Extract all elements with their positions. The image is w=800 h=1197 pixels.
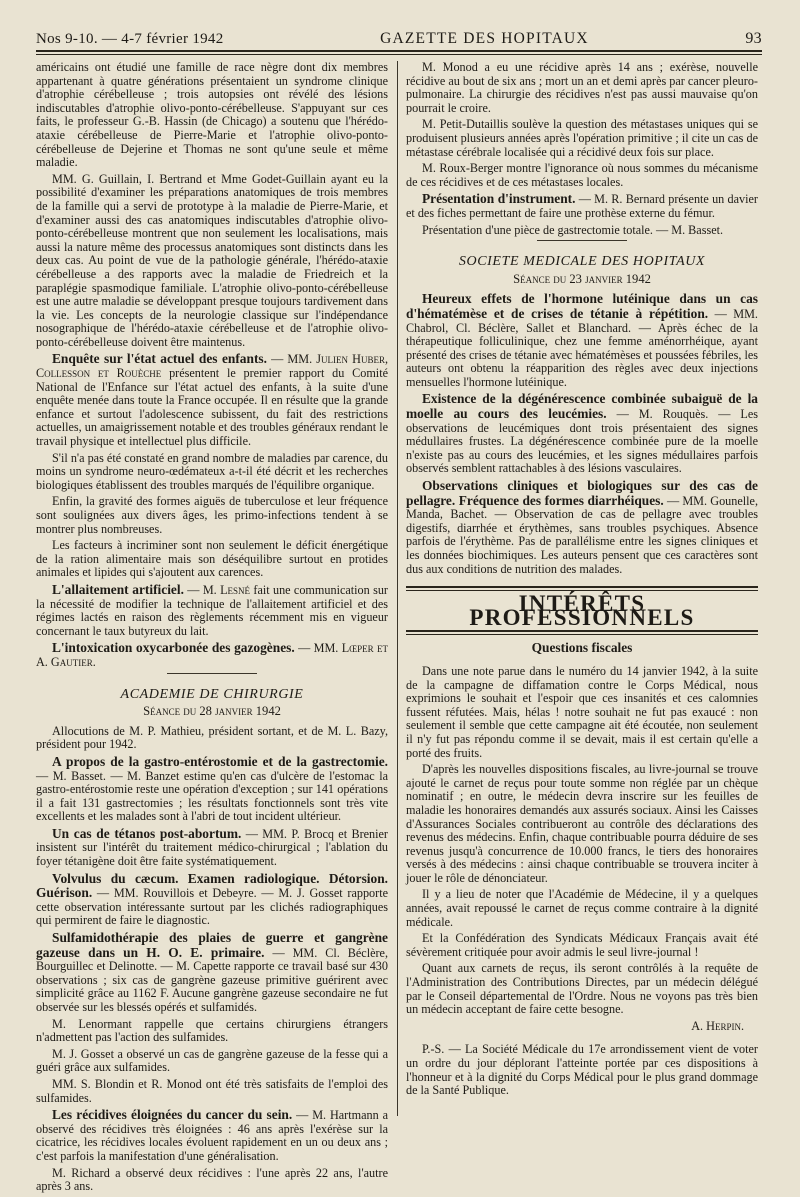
article-sulfa [36, 931, 388, 1015]
page-number: 93 [745, 30, 762, 47]
article-authors: — MM. Lœper et A. Gautier. [36, 641, 388, 669]
article-title: Un cas de tétanos post-abortum. [52, 825, 242, 841]
article-instrument [406, 192, 758, 220]
paragraph: M. Monod a eu une récidive après 14 ans ; exérèse, nouvelle récidive au bout de six ans ; mort un an et demi après par cancer pleuro-pulmonaire. La chirurgie des récidives n'est pas aussi mauvaise qu'on pourrait le croire. [406, 60, 758, 115]
article-title: Sulfamidothérapie des plaies de guerre et gangrène gazeuse dans un H. O. E. primaire. [36, 930, 388, 960]
section-divider [537, 240, 627, 241]
paragraph: Enfin, la gravité des formes aiguës de tuberculose et leur fréquence sont soulignées aux divers âges, les primo-infections tendent à se montrer plus nombreuses. [36, 494, 388, 536]
article-authors: — M. Lesné [183, 582, 251, 597]
article-title: L'intoxication oxycarbonée des gazogènes. [52, 640, 295, 656]
paragraph: américains ont étudié une famille de race nègre dont dix membres appartenant à quatre générations présentaient un syndrome clinique d'atrophie cérébelleuse ; trois autopsies ont révélé des lésions indiscutables d'atrophie olivo-ponto-cérébelleuse. S'appuyant sur ces faits, le professeur G.-B. Hassin (de Chicago) a soutenu que l'hérédo-ataxie cérébelleuse de Pierre-Marie et l'atrophie olivo-ponto-cérébelleuse de Dejerine et Thomas ne sont qu'une seule et même maladie. [36, 60, 388, 170]
article-recidives [36, 1108, 388, 1163]
section-date: Séance du 23 janvier 1942 [513, 271, 651, 286]
article-text: présentent le premier rapport du Comité National de l'Enfance sur l'état actuel des enfants, à la suite d'une enquête menée dans toute la France occupée. Il en résulte que la grande enfance et surtout l'adolescence subissent, du fait des restrictions actuelles, un amaigrissement notable et des troubles généraux rendant le travail physique et intellectuel plus difficile. [36, 366, 388, 449]
article-volvulus [36, 872, 388, 928]
paragraph: Et la Confédération des Syndicats Médicaux Français avait été sévèrement critiquée pour avoir admis le seul livre-journal ! [406, 931, 758, 959]
article-title: Observations cliniques et biologiques sur des cas de pellagre. Fréquence des formes diarrhéiques. [406, 478, 758, 508]
section-rule [406, 630, 758, 635]
issue-date: Nos 9-10. — 4-7 février 1942 [36, 31, 224, 47]
article-gastro [36, 755, 388, 824]
columns [36, 61, 762, 1197]
paragraph: MM. S. Blondin et R. Monod ont été très satisfaits de l'emploi des sulfamides. [36, 1076, 388, 1105]
article-title: Enquête sur l'état actuel des enfants. [52, 351, 267, 367]
article-text: — MM. Cl. Béclère, Bourguillec et Delinotte. — M. Capette rapporte ce travail basé sur 430 observations ; six cas de gangrène gazeuse primitive guérirent avec simplicité grâce au 1162 F. Aucune gangrène gazeuse secondaire ne fut observée sur les blessés opérés et sulfamidés. [36, 945, 389, 1014]
article-text: fait une communication sur la nécessité de modifier la technique de l'allaitement artificiel et des régimes lactés en raison des règlements récemment mis en vigueur concernant le taux butyreux du lait. [36, 582, 388, 638]
paragraph: M. Lenormant rappelle que certains chirurgiens étrangers n'admettent pas l'action des sulfamides. [36, 1016, 388, 1045]
article-title: Existence de la dégénérescence combinée subaiguë de la moelle au cours des leucémies. [406, 391, 758, 422]
interets-title: INTÉRÊTS PROFESSIONNELS [469, 591, 695, 630]
signature: A. Herpin. [691, 1018, 744, 1033]
article-text: — MM. P. Brocq et Brenier insistent sur l'intérêt du traitement médico-chirurgical ; l'ablation du foyer tétanigène doit être faite systématiquement. [36, 826, 388, 869]
article-text: — M. Basset. — M. Banzet estime qu'en cas d'ulcère de l'estomac la gastro-entérostomie reste une opération d'exception ; sur 141 opérations il a fait 131 gastrectomies ; les résultats fonctionnels sont très vite excellents et les malades sont à l'abri de tout incident ultérieur. [36, 768, 388, 824]
article-text: — MM. Rouvillois et Debeyre. — M. J. Gosset rapporte cette observation intéressante surtout par les clichés radiographiques qui permirent de faire le diagnostic. [36, 886, 388, 928]
article-text: — M. Hartmann a observé des récidives très éloignées : 46 ans après l'exérèse sur la cicatrice, les récidives locales évoluent rapidement en un ou deux ans ; c'est parfois la manifestation d'une généralisation. [36, 1108, 388, 1163]
article-text: — M. Rouquès. — Les observations de leucémiques dont trois présentaient des signes médullaires frustes. La dégénérescence combinée pure de la moelle n'existe pas au cours des leucémies, et les signes médullaires parfois observés semblent rattachables à des lésions vasculaires. [406, 407, 758, 476]
article-text: — M. R. Bernard présente un davier et des fiches permettant de faire une prothèse externe du fémur. [406, 192, 758, 220]
article-intoxication [36, 641, 388, 669]
paragraph: D'après les nouvelles dispositions fiscales, au livre-journal se trouve ajouté le carnet de reçus pour toute somme non réglée par un chèque nominatif ; en outre, le médecin devra inscrire sur les feuilles de maladie les honoraires demandés aux assurés sociaux. Ainsi les Caisses d'Assurances Sociales contribueront au contrôle des déclarations des revenus des médecins. Enfin, chaque contribuable pourra déduire de ses revenus jusqu'à concurrence de 10.000 francs, le tiers des honoraires versés à des médecins : ainsi chaque contribuable se trouvera inciter à jouer le rôle de dénonciateur. [406, 762, 758, 885]
section-title: ACADEMIE DE CHIRURGIE [120, 686, 304, 702]
left-column [36, 61, 388, 1197]
article-text: — MM. Gounelle, Manda, Bachet. — Observation de cas de pellagre avec troubles digestifs, diarrhée et érythèmes, sans troubles psychiques. Absence parfois de l'érythème. Pas de parallélisme entre les signes cliniques et les données biochimiques. Les auteurs pensent que ces caractères sont dus aux conditions de nutrition des malades. [406, 493, 758, 576]
column-divider [397, 61, 398, 1116]
article-title: Volvulus du cæcum. Examen radiologique. Détorsion. Guérison. [36, 870, 388, 901]
right-column [406, 61, 758, 1197]
paragraph: Les facteurs à incriminer sont non seulement le déficit énergétique de la ration alimentaire mais son déséquilibre surtout en protides animales et lipides qui s'ajoutent aux carences. [36, 538, 388, 580]
article-enquete [36, 352, 388, 448]
article-title: L'allaitement artificiel. [52, 581, 184, 597]
paragraph: Quant aux carnets de reçus, ils seront contrôlés à la requête de l'Administration des Contributions Directes, par un médecin délégué par le Conseil départemental de l'Ordre. Nous ne voyons pas très bien un médecin acceptant de faire cette besogne. [406, 961, 758, 1017]
paragraph: Présentation d'une pièce de gastrectomie totale. — M. Basset. [422, 222, 724, 237]
article-title: Heureux effets de l'hormone lutéinique dans un cas d'hématémèse et de crises de tétanie à répétition. [406, 291, 758, 321]
section-date: Séance du 28 janvier 1942 [143, 704, 281, 719]
paragraph: Dans une note parue dans le numéro du 14 janvier 1942, à la suite de la campagne de diffamation contre le Corps Médical, nous exprimions le souhait et l'espoir que ces insanités et ces calomnies fussent réfutées. Mais, hélas ! notre souhait ne fut pas exaucé : non seulement il semble que cette campagne ait été écoutée, non seulement il n'y fut pas répondu comme il se devait, mais il est certain qu'elle a porté des fruits. [406, 663, 758, 760]
postscript: P.-S. — La Société Médicale du 17e arrondissement vient de voter un ordre du jour déplorant l'atteinte portée par ces dispositions à l'honneur et à la dignité du Corps Médical pour le plus grand dommage de la Santé Publique. [406, 1042, 758, 1098]
paragraph: M. J. Gosset a observé un cas de gangrène gazeuse de la fesse qui a guéri grâce aux sulfamides. [36, 1046, 388, 1075]
section-divider [167, 673, 257, 674]
interets-subtitle: Questions fiscales [531, 640, 633, 656]
article-text: — MM. Chabrol, Cl. Béclère, Sallet et Blanchard. — Après échec de la thérapeutique folliculinique, chez une femme aménorrhéique, ayant présenté des crises de tétanie avec hématémèses et poussées fébriles, les auteurs ont obtenu la réapparition des règles avec deux injections mensuelles l'hormone lutéinique. [406, 306, 758, 389]
article-allaitement [36, 583, 388, 638]
article-title: Les récidives éloignées du cancer du sein. [52, 1107, 293, 1123]
article-title: A propos de la gastro-entérostomie et de la gastrectomie. [52, 753, 388, 769]
article-authors: — MM. Julien Huber, Collesson et Rouèche [36, 352, 388, 381]
paragraph: M. Richard a observé deux récidives : l'une après 22 ans, l'autre après 3 ans. [36, 1165, 388, 1194]
article-degenerescence [406, 392, 758, 476]
article-pellagre [406, 479, 758, 576]
paragraph: M. Roux-Berger montre l'ignorance où nous sommes du mécanisme de ces récidives et de ces métastases locales. [406, 161, 758, 189]
header-rule [36, 50, 762, 55]
article-luteinique [406, 292, 758, 389]
article-title: Présentation d'instrument. [422, 191, 576, 207]
journal-title: GAZETTE DES HOPITAUX [380, 30, 589, 47]
paragraph: Allocutions de M. P. Mathieu, président sortant, et de M. L. Bazy, président pour 1942. [36, 723, 388, 752]
section-title: SOCIETE MEDICALE DES HOPITAUX [458, 254, 706, 270]
paragraph: MM. G. Guillain, I. Bertrand et Mme Godet-Guillain ayant eu la possibilité d'examiner les préparations anatomiques de trois membres de la famille qui a servi de prototype à la maladie de Pierre-Marie, et d'examiner aussi des cas anatomiques indiscutables d'atrophie olivo-ponto-cérébelleuse montrent que non seulement les localisations, mais aussi la nature même des processus anatomiques sont distincts dans les deux cas. Au point de vue de la pathologie générale, l'hérédo-ataxie cérébelleuse a des rapports avec la maladie de Friedreich et la paraplégie spasmodique familiale. L'atrophie olivo-ponto-cérébelleuse est une autre maladie se développant presque toujours tardivement dans la vie. Les concepts de la neurologie classique sur l'indépendance nosographique de l'hérédo-ataxie cérébelleuse et de l'atrophie olivo-ponto-cérébelleuse doivent être maintenus. [36, 171, 388, 349]
article-tetanos [36, 827, 388, 869]
paragraph: M. Petit-Dutaillis soulève la question des métastases uniques qui se produisent plusieurs années après l'opération primitive ; il cite un cas de métastase cérébrale localisée qui a récidivé deux fois sur place. [406, 117, 758, 159]
running-head [36, 30, 762, 48]
paragraph: Il y a lieu de noter que l'Académie de Médecine, il y a quelques années, avait repoussé le carnet de reçus comme contraire à la dignité médicale. [406, 887, 758, 929]
paragraph: S'il n'a pas été constaté en grand nombre de maladies par carence, du moins un syndrome neuro-œdémateux a-t-il été décrit et les recherches biologiques établissent des troubles marqués de l'équilibre organique. [36, 450, 388, 492]
